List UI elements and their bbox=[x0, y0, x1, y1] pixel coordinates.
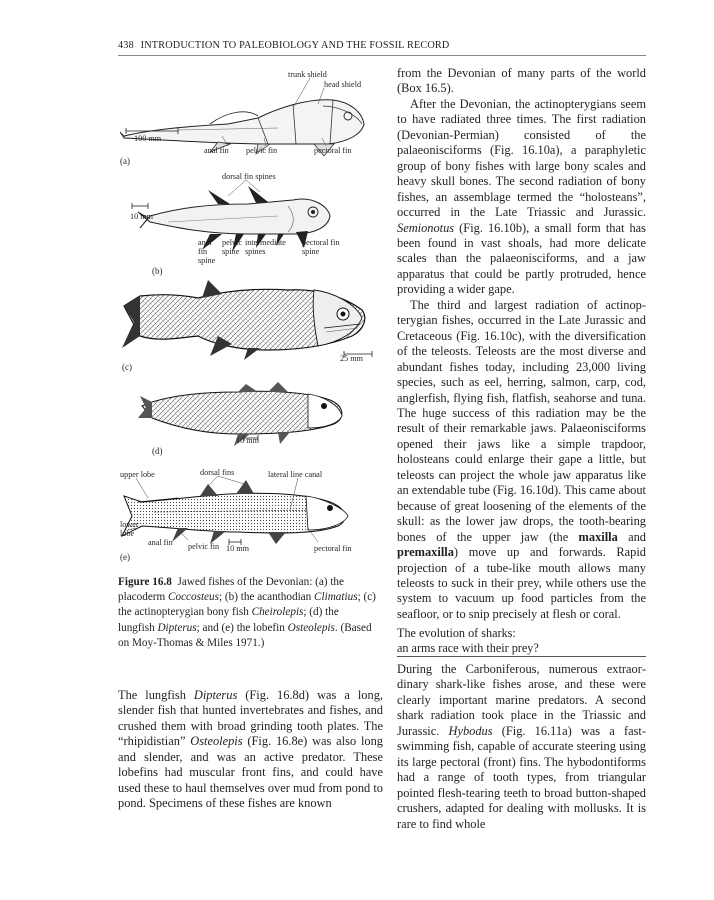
paragraph: The third and largest radiation of actinopterygian fishes, occurred in the Late Jurassic and Cretaceous (Fig. 16.10c), with the diversification of the teleosts. Teleosts are the most diverse and abundant fishes today, including 23,000 living species, such as eel, herring, salmon, carp, cod, anglerfish, flying fish, flatfish, seahorse and tuna. The huge success of this radiation may be the result of their remarkable jaws. Palaeonisciforms opened their jaws like a simple trapdoor, holosteans could enlarge their gape a little, but teleosts can project the whole jaw apparatus like an extendable tube (Fig. 16.10d). This came about because of great loosening of the elements of the skull: as the lower jaw drops, the tooth-bearing bones of the upper jaw (the maxilla and premaxilla) move up and forwards. Rapid projection of a tube-like mouth allows many teleosts to suck in their prey, while others use the system to vacuum up food particles from the seafloor, or to snip precisely at flesh or coral. bbox=[397, 297, 646, 621]
label-pectoral-fin-a: pectoral fin bbox=[314, 146, 352, 155]
label-upper-lobe: upper lobe bbox=[120, 470, 155, 479]
caption-taxon: Dipterus bbox=[157, 621, 197, 634]
figure-caption bbox=[118, 575, 376, 651]
right-column-text bbox=[397, 66, 646, 622]
label-anal-fin-spine: anal fin spine bbox=[198, 238, 216, 265]
label-pectoral-fin-e: pectoral fin bbox=[314, 544, 352, 553]
scale-10mm-e: 10 mm bbox=[226, 544, 249, 553]
taxon-name: Osteolepis bbox=[190, 734, 243, 749]
section-heading: The evolution of sharks: an arms race with their prey? bbox=[397, 626, 539, 655]
figure-16-8 bbox=[118, 66, 384, 574]
caption-text: ; (b) the acanthodian bbox=[218, 591, 315, 604]
section-body-text bbox=[397, 662, 646, 832]
paragraph: from the Devonian of many parts of the world (Box 16.5). bbox=[397, 66, 646, 96]
caption-text: ; (d) the lungfish bbox=[118, 606, 339, 634]
scale-10mm-b: 10 mm bbox=[130, 212, 153, 221]
panel-letter-b: (b) bbox=[152, 266, 163, 276]
taxon-name: Semionotus bbox=[397, 220, 455, 235]
osteolepis-drawing bbox=[122, 476, 348, 545]
keyword-maxilla: maxilla bbox=[578, 529, 618, 544]
label-pelvic-fin-e: pelvic fin bbox=[188, 542, 220, 551]
label-dorsal-fin-spines: dorsal fin spines bbox=[222, 172, 276, 181]
label-anal-fin-a: anal fin bbox=[204, 146, 229, 155]
label-trunk-shield: trunk shield bbox=[288, 70, 327, 79]
label-pectoral-fin-spine: pectoral fin spine bbox=[302, 238, 340, 256]
caption-text: ; (c) the actinopterygian bony fish bbox=[118, 591, 376, 619]
header-rule bbox=[118, 55, 646, 56]
label-head-shield: head shield bbox=[324, 80, 362, 89]
label-lateral-line-canal: lateral line canal bbox=[268, 470, 323, 479]
paragraph: The lungfish Dipterus (Fig. 16.8d) was a long, slender fish that hunted invertebrates and fishes, and crushed them with broad grinding tooth plates. The “rhipidistian” Osteolepis (Fig. 16.8e) was also long and slender, and was an active predator. These lobefins had muscular front fins, and could have used these to haul themselves over mud from pond to pond. Specimens of these fishes are known bbox=[118, 688, 383, 811]
panel-letter-a: (a) bbox=[120, 156, 130, 166]
page-number: 438 bbox=[118, 40, 134, 51]
heading-rule bbox=[397, 656, 646, 657]
taxon-name: Hybodus bbox=[448, 723, 493, 738]
label-anal-fin-e: anal fin bbox=[148, 538, 173, 547]
caption-text: ; and (e) the lobefin bbox=[196, 621, 288, 634]
caption-taxon: Cheirolepis bbox=[251, 606, 304, 619]
label-pelvic-fin-a: pelvic fin bbox=[246, 146, 278, 155]
panel-letter-d: (d) bbox=[152, 446, 163, 456]
label-dorsal-fins: dorsal fins bbox=[200, 468, 235, 477]
taxon-name: Dipterus bbox=[193, 688, 238, 702]
scale-10mm-d: 10 mm bbox=[236, 436, 259, 445]
label-pelvic-spine: pelvic spine bbox=[222, 238, 243, 256]
running-header bbox=[118, 40, 646, 51]
label-intermediate-spines: intermediate spines bbox=[245, 238, 286, 256]
coccosteus-drawing bbox=[120, 78, 364, 156]
panel-letter-c: (c) bbox=[122, 362, 132, 372]
caption-taxon: Climatius bbox=[314, 591, 358, 604]
panel-letter-e: (e) bbox=[120, 552, 130, 562]
scale-25mm: 25 mm bbox=[340, 354, 363, 363]
keyword-premaxilla: premaxilla bbox=[397, 545, 454, 560]
label-lower-lobe: lower lobe bbox=[120, 520, 139, 538]
cheirolepis-drawing bbox=[122, 280, 372, 360]
running-title: INTRODUCTION TO PALEOBIOLOGY AND THE FOSSIL RECORD bbox=[140, 40, 450, 51]
figure-label: Figure 16.8 bbox=[118, 576, 172, 588]
scale-100mm: 100 mm bbox=[134, 134, 162, 143]
caption-text: . (Based on Moy-Thomas & Miles 1971.) bbox=[118, 621, 372, 649]
caption-taxon: Coccosteus bbox=[168, 591, 219, 604]
left-column-text bbox=[118, 688, 383, 812]
paragraph: After the Devonian, the actinopterygians seem to have radiated three times. The first radiation (Devonian-Permian) consisted of the palaeonisciforms (Fig. 16.10a), a paraphyletic group of bony fishes with large bony scales and heavy skull bones. The second radiation of bony fishes, an assemblage termed the “holosteans”, occurred in the Late Triassic and Jurassic. Semionotus (Fig. 16.10b), a small form that has been found in vast shoals, had more delicate scales than the palaeonisciforms, and a jaw apparatus that could be partly protruded, hence providing a wider gape. bbox=[397, 96, 646, 297]
caption-text: Jawed fishes of the Devonian: (a) the placoderm bbox=[118, 576, 344, 604]
paragraph: During the Carboniferous, numerous extraordinary shark-like fishes arose, and these were clearly important marine predators. A second shark radiation took place in the Triassic and Jurassic. Hybodus (Fig. 16.11a) was a fast-swimming fish, capable of accurate steering using its large pectoral (front) fins. The hybodontiforms had a range of tooth types, from triangular pointed flesh-tearing teeth to broad button-shaped crushers, adapted for dealing with mollusks. It is rare to find whole bbox=[397, 662, 646, 831]
caption-taxon: Osteolepis bbox=[287, 621, 335, 634]
